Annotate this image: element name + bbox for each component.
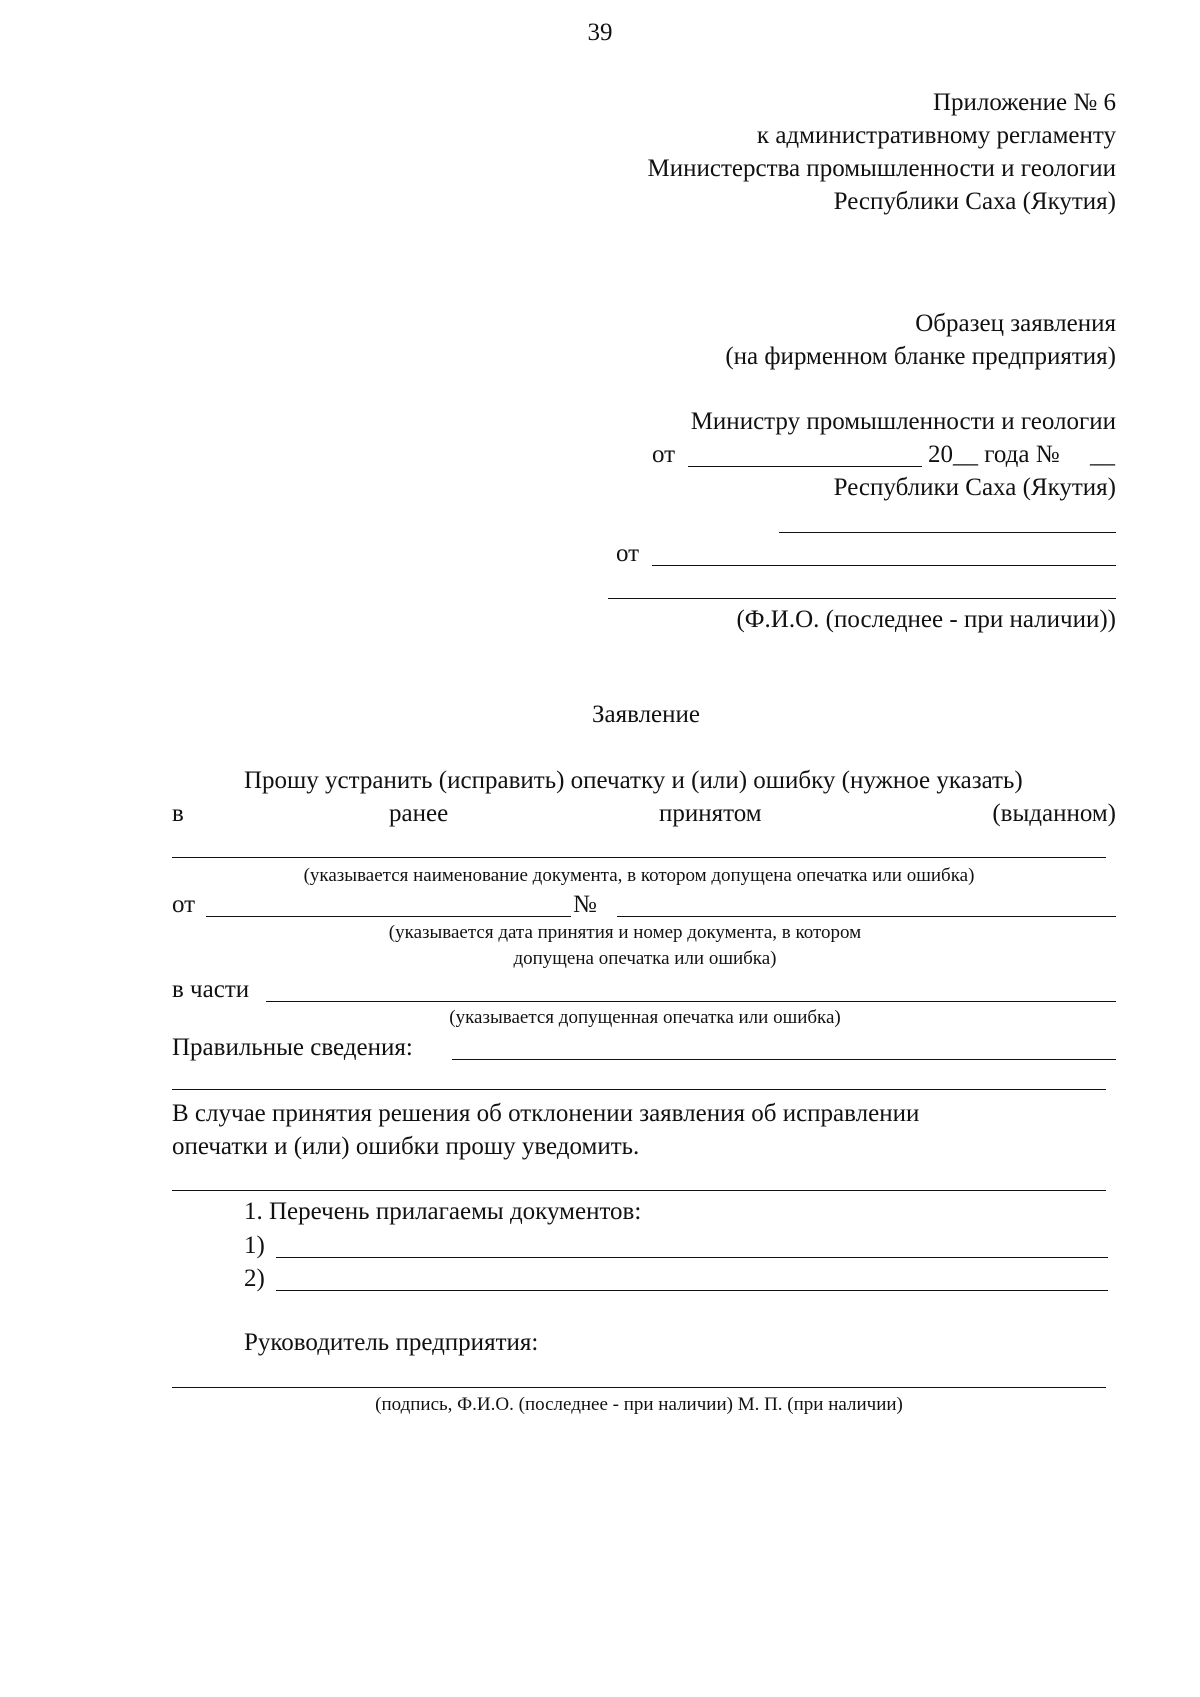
correct-info-blank bbox=[452, 1059, 1116, 1060]
attachments-title: 1. Перечень прилагаемы документов: bbox=[244, 1198, 642, 1225]
request-word-4: (выданном) bbox=[992, 800, 1116, 827]
page-number: 39 bbox=[587, 19, 613, 46]
addressee-from-label: от bbox=[616, 540, 640, 567]
addressee-number-blank: __ bbox=[1090, 441, 1115, 468]
correct-info-blank-2 bbox=[172, 1089, 1106, 1090]
part-blank bbox=[266, 1001, 1116, 1002]
doc-date-blank bbox=[206, 916, 571, 917]
addressee-blank-line-1 bbox=[779, 532, 1116, 533]
doc-date-note-2: допущена опечатка или ошибка) bbox=[513, 948, 777, 969]
addressee-line-3: Республики Саха (Якутия) bbox=[833, 474, 1116, 501]
correct-info-label: Правильные сведения: bbox=[172, 1034, 413, 1061]
reject-line-1: В случае принятия решения об отклонении заявления об исправлении bbox=[172, 1100, 920, 1127]
addressee-fio-note: (Ф.И.О. (последнее - при наличии)) bbox=[736, 606, 1116, 633]
addressee-date-blank bbox=[688, 466, 922, 467]
signature-blank bbox=[172, 1387, 1106, 1388]
doc-number-blank bbox=[617, 916, 1116, 917]
part-note: (указывается допущенная опечатка или ошибка) bbox=[449, 1007, 841, 1028]
doc-date-from-label: от bbox=[172, 891, 196, 918]
addressee-date-year: 20__ года № bbox=[928, 441, 1060, 468]
sample-line-2: (на фирменном бланке предприятия) bbox=[725, 343, 1116, 370]
attachment-2-blank bbox=[276, 1290, 1108, 1291]
attachment-1-label: 1) bbox=[244, 1232, 265, 1259]
request-line: Прошу устранить (исправить) опечатку и (или) ошибку (нужное указать) bbox=[244, 767, 1023, 794]
signature-note: (подпись, Ф.И.О. (последнее - при наличии) М. П. (при наличии) bbox=[375, 1394, 903, 1415]
doc-name-blank bbox=[172, 857, 1106, 858]
reject-blank bbox=[172, 1190, 1106, 1191]
request-word-3: принятом bbox=[659, 800, 762, 827]
part-label: в части bbox=[172, 976, 250, 1003]
document-title: Заявление bbox=[591, 701, 701, 728]
appendix-line-4: Республики Саха (Якутия) bbox=[833, 188, 1116, 215]
addressee-blank-line-2 bbox=[608, 598, 1116, 599]
request-word-2: ранее bbox=[389, 800, 449, 827]
attachment-1-blank bbox=[276, 1257, 1108, 1258]
doc-name-note: (указывается наименование документа, в котором допущена опечатка или ошибка) bbox=[303, 865, 975, 886]
appendix-line-1: Приложение № 6 bbox=[932, 89, 1116, 116]
attachment-2-label: 2) bbox=[244, 1265, 265, 1292]
sample-line-1: Образец заявления bbox=[915, 310, 1116, 337]
doc-number-label: № bbox=[573, 891, 597, 918]
addressee-date-prefix: от bbox=[652, 441, 676, 468]
appendix-line-3: Министерства промышленности и геологии bbox=[647, 155, 1116, 182]
reject-line-2: опечатки и (или) ошибки прошу уведомить. bbox=[172, 1133, 640, 1160]
addressee-from-blank bbox=[652, 565, 1116, 566]
request-word-1: в bbox=[172, 800, 184, 827]
doc-date-note-1: (указывается дата принятия и номер документа, в котором bbox=[388, 922, 862, 943]
head-label: Руководитель предприятия: bbox=[244, 1329, 539, 1356]
addressee-line-1: Министру промышленности и геологии bbox=[690, 408, 1116, 435]
appendix-line-2: к административному регламенту bbox=[756, 122, 1116, 149]
